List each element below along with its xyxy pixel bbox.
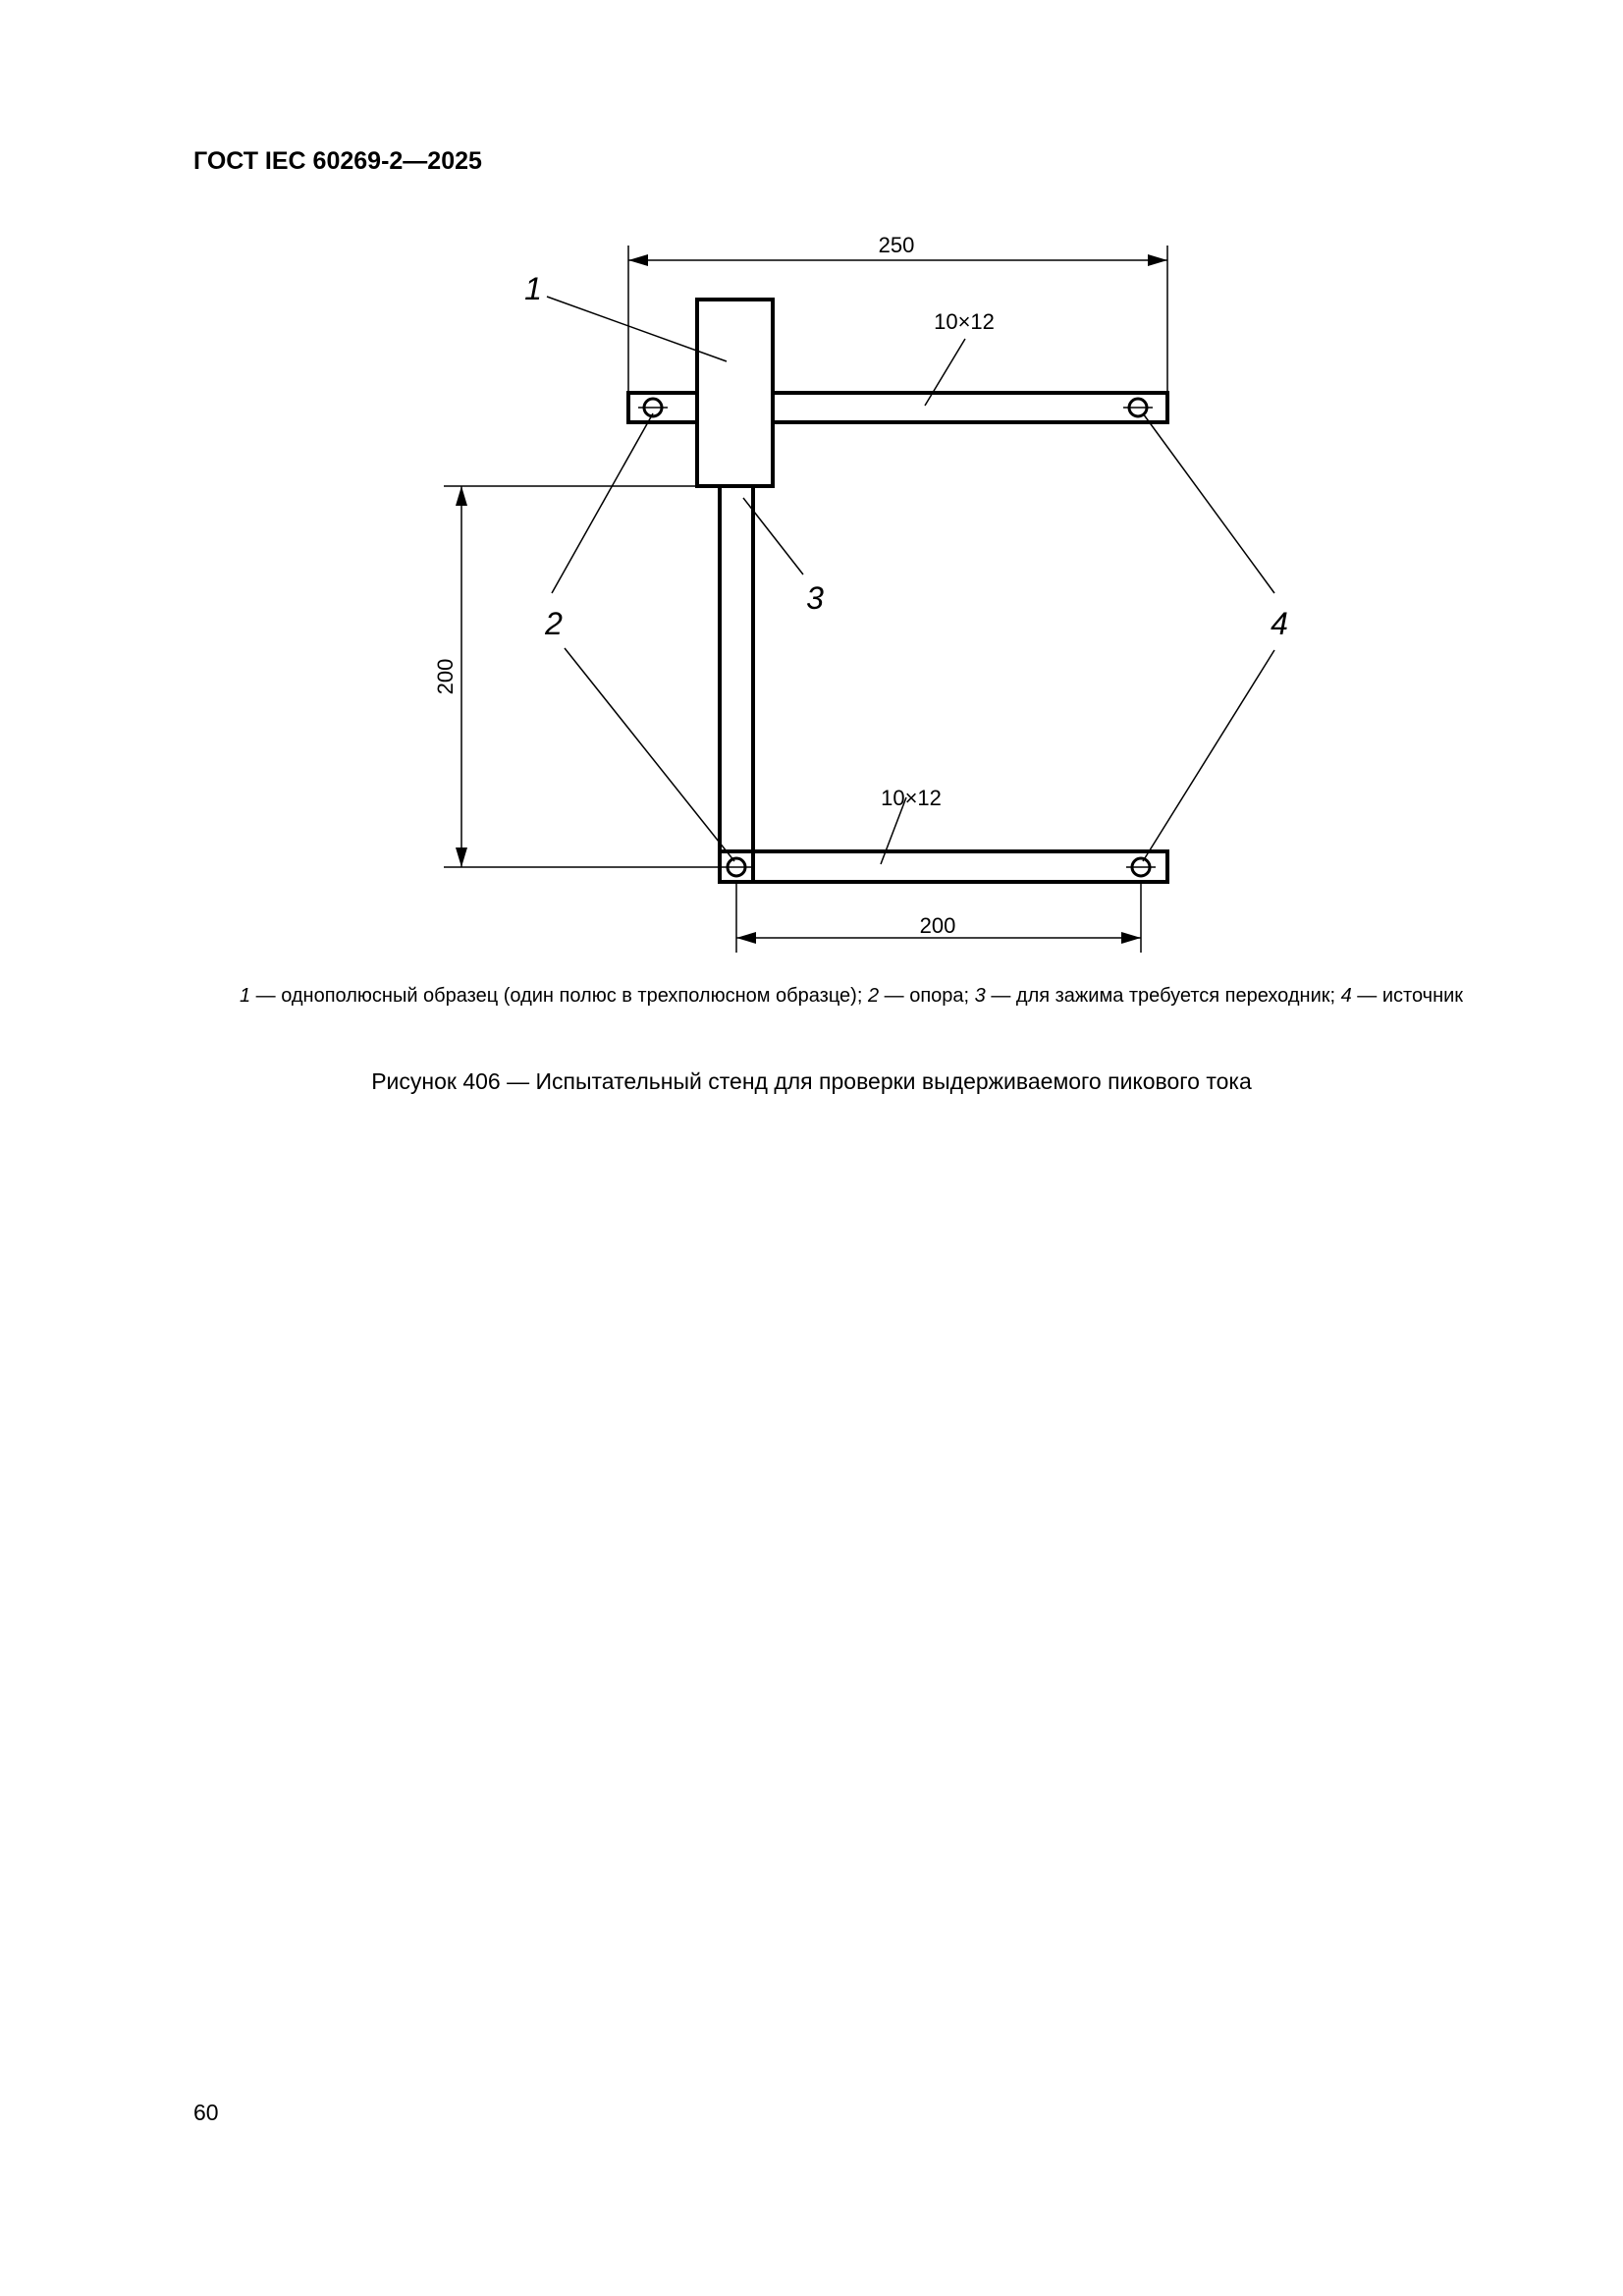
dimension-250-label: 250 [878, 233, 915, 257]
page-number: 60 [193, 2100, 219, 2125]
callout-1: 1 [524, 271, 542, 306]
callout-3: 3 [806, 580, 824, 616]
document-header: ГОСТ IEC 60269-2—2025 [193, 147, 482, 175]
callout-4: 4 [1271, 606, 1288, 641]
figure-legend: 1 — однополюсный образец (один полюс в трехполюсном образце); 2 — опора; 3 — для зажима требуется переходник; 4 — источник [239, 985, 1464, 1007]
bottom-busbar [720, 851, 1167, 882]
bar-section-top-label: 10×12 [934, 309, 995, 334]
test-bench-figure [0, 0, 1623, 982]
sample-block [697, 300, 773, 486]
dimension-200-bottom-label: 200 [919, 913, 956, 938]
bar-section-bottom-label: 10×12 [881, 786, 942, 810]
figure-caption: Рисунок 406 — Испытательный стенд для проверки выдерживаемого пикового тока [371, 1068, 1252, 1094]
callout-2: 2 [545, 606, 563, 641]
vertical-busbar [720, 486, 753, 882]
dimension-200-left-label: 200 [433, 658, 458, 695]
